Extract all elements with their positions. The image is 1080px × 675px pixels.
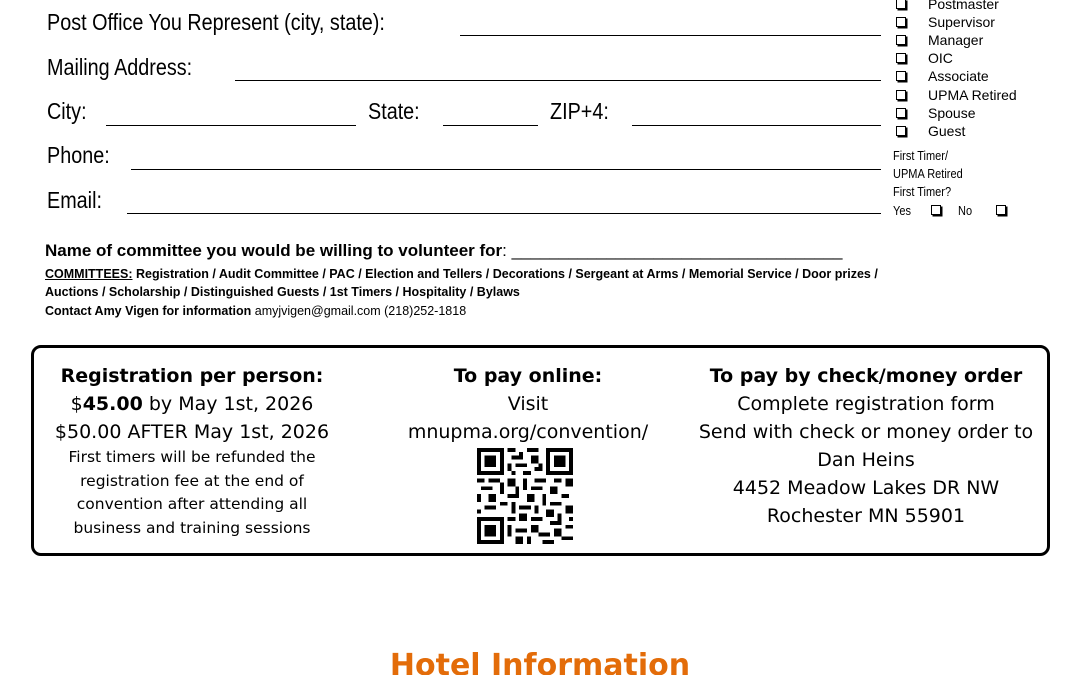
volunteer-question — [45, 239, 843, 263]
payee-city: Rochester MN 55901 — [766, 505, 966, 527]
early-price: $45.00 by May 1st, 2026 — [70, 393, 314, 415]
no-label: No — [958, 204, 973, 218]
phone-field[interactable] — [131, 169, 881, 170]
state-field[interactable] — [443, 125, 538, 126]
mailing-address-field[interactable] — [235, 80, 881, 81]
committees-heading: COMMITTEES: — [45, 267, 133, 281]
checkbox[interactable] — [896, 126, 906, 136]
email-label: Email: — [47, 187, 102, 213]
checkbox[interactable] — [996, 205, 1006, 215]
yes-label: Yes — [893, 204, 911, 218]
first-timer-yes-checkbox[interactable] — [931, 202, 945, 220]
volunteer-field[interactable]: : ___________________________________ — [502, 241, 843, 260]
post-office-label: Post Office You Represent (city, state): — [47, 9, 385, 35]
refund-note-4: business and training sessions — [73, 518, 311, 537]
refund-note-3: convention after attending all — [76, 495, 308, 513]
member-type-label: Guest — [928, 123, 966, 139]
city-label: City: — [47, 98, 87, 124]
checkbox[interactable] — [896, 108, 906, 118]
post-office-field[interactable] — [460, 35, 881, 36]
refund-note-2: registration fee at the end of — [80, 471, 304, 490]
checkbox[interactable] — [896, 71, 906, 81]
committees-list-line-2: Auctions / Scholarship / Distinguished Guests / 1st Timers / Hospitality / Bylaws — [45, 285, 520, 299]
registration-column — [42, 362, 342, 540]
checkbox[interactable] — [896, 35, 906, 45]
first-timer-no-checkbox[interactable] — [996, 202, 1010, 220]
checkbox[interactable] — [896, 53, 906, 63]
check-payment-column — [686, 362, 1046, 530]
payee-address: 4452 Meadow Lakes DR NW — [732, 477, 1000, 499]
late-price: $50.00 AFTER May 1st, 2026 — [54, 421, 330, 443]
zip-label: ZIP+4: — [550, 98, 609, 124]
city-field[interactable] — [106, 125, 356, 126]
zip-field[interactable] — [632, 125, 881, 126]
contact-details: amyjvigen@gmail.com (218)252-1818 — [251, 304, 467, 318]
online-heading: To pay online: — [453, 365, 603, 387]
payee-name: Dan Heins — [817, 449, 915, 471]
convention-url[interactable]: mnupma.org/convention/ — [407, 421, 649, 443]
phone-label: Phone: — [47, 142, 110, 168]
upma-retired-label: UPMA Retired — [893, 167, 963, 181]
first-timer-label: First Timer/ — [893, 149, 948, 163]
committees-list-line-1 — [45, 265, 878, 283]
check-instruction-1: Complete registration form — [737, 393, 995, 415]
email-field[interactable] — [127, 213, 881, 214]
check-heading: To pay by check/money order — [709, 365, 1023, 387]
visit-label: Visit — [507, 393, 549, 415]
member-type-label: Supervisor — [928, 14, 995, 30]
qr-code-icon[interactable] — [477, 448, 573, 544]
member-type-label: UPMA Retired — [928, 87, 1017, 103]
member-type-label: OIC — [928, 50, 953, 66]
committee-contact — [45, 302, 466, 320]
first-timer-question: First Timer? — [893, 185, 952, 199]
mailing-address-label: Mailing Address: — [47, 54, 193, 80]
committees-text: Registration / Audit Committee / PAC / Election and Tellers / Decorations / Sergeant at Arms / Memorial Service / Door prizes / — [132, 267, 878, 281]
checkbox[interactable] — [896, 0, 906, 9]
hotel-information-heading: Hotel Information — [389, 648, 691, 675]
check-instruction-2: Send with check or money order to — [698, 421, 1034, 443]
refund-note-1: First timers will be refunded the — [68, 448, 316, 466]
member-type-label: Spouse — [928, 105, 976, 121]
member-type-label: Manager — [928, 32, 984, 48]
volunteer-label: Name of committee you would be willing to volunteer for — [45, 241, 503, 260]
member-type-label: Associate — [928, 68, 989, 84]
checkbox[interactable] — [931, 205, 941, 215]
checkbox[interactable] — [896, 90, 906, 100]
state-label: State: — [368, 98, 420, 124]
member-type-label: Postmaster — [928, 0, 999, 12]
contact-label: Contact Amy Vigen for information — [45, 304, 252, 318]
registration-heading: Registration per person: — [60, 365, 324, 387]
online-payment-column — [378, 362, 678, 446]
checkbox[interactable] — [896, 17, 906, 27]
